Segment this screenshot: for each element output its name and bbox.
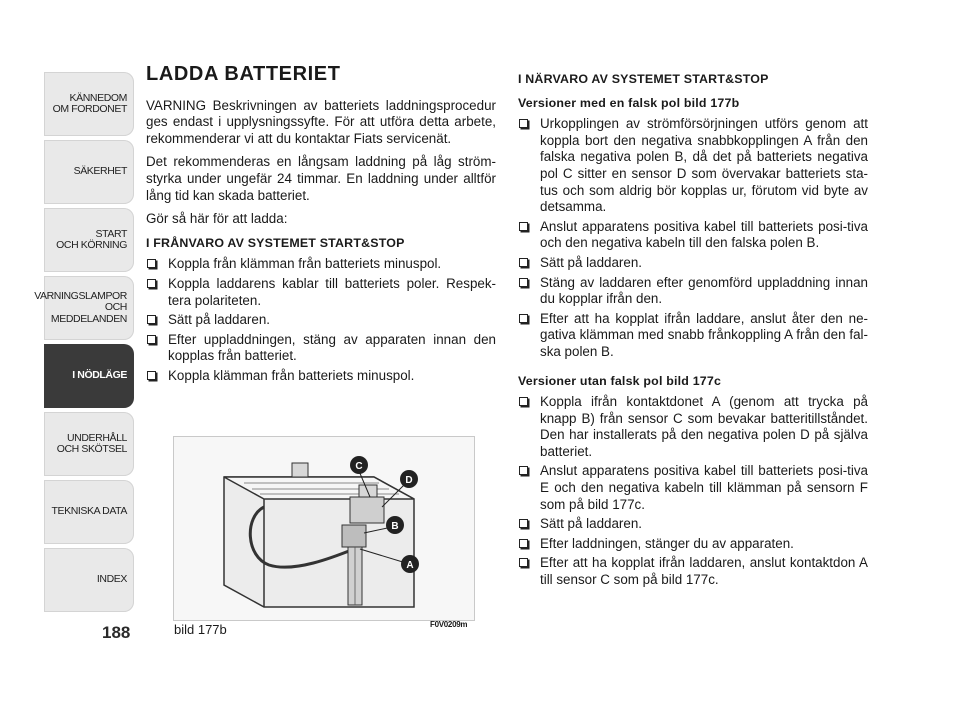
list-item: Koppla från klämman från batteriets minuspol. [146,256,496,273]
list-item: Anslut apparatens positiva kabel till batteriets posi-tiva E och den negativa kabeln till klämman på sensorn F som på bild 177c. [518,463,868,513]
false-pole-list [518,116,868,360]
callout-a-marker [401,555,419,573]
list-item: Efter att ha kopplat ifrån laddaren, anslut kontaktdon A till sensor C som på bild 177c. [518,555,868,588]
recommendation-paragraph: Det rekommenderas en långsam laddning på låg ström-styrka under ungefär 24 timmar. En laddning under alltför lång tid kan skada batteriet. [146,154,496,203]
left-column [146,63,496,388]
callout-c: C [355,461,363,472]
list-item: Efter laddningen, stänger du av apparaten. [518,536,868,553]
page-number: 188 [102,623,131,642]
list-item: Anslut apparatens positiva kabel till batteriets posi-tiva och den negativa kabeln till den falska polen B. [518,219,868,252]
list-item: Sätt på laddaren. [518,255,868,272]
sidebar-tab-underhall[interactable]: UNDERHÅLL OCH SKÖTSEL [44,412,134,476]
sidebar-tab-start[interactable]: START OCH KÖRNING [44,208,134,272]
subsection-title-no-false-pole: Versioner utan falsk pol bild 177c [518,373,722,388]
list-item: Urkopplingen av strömförsörjningen utförs genom att koppla bort den negativa snabbkopplingen A från den falska negativa polen B, då det på batteriets negativa pol C sitter en sensor D som övervakar batteriets sta-tus och som aldrig bör kopplas ur, förutom vid byte av detsamma. [518,116,868,216]
list-item: Sätt på laddaren. [146,312,496,329]
callout-a: A [406,560,414,571]
section-title-with-startstop: I NÄRVARO AV SYSTEMET START&STOP [518,72,769,86]
without-startstop-list [146,256,496,384]
no-false-pole-list [518,394,868,589]
sidebar-tab-varningslampor[interactable]: VARNINGSLAMPOR OCH MEDDELANDEN [44,276,134,340]
callout-c-marker [350,456,368,474]
instruction-paragraph: Gör så här för att ladda: [146,211,288,227]
callout-d: D [405,475,413,486]
page-title: LADDA BATTERIET [146,63,341,85]
sidebar-tab-i-nodlage[interactable]: I NÖDLÄGE [44,344,134,408]
list-item: Efter att ha kopplat ifrån laddare, anslut åter den ne-gativa klämman med snabb frånkoppling A från den fal-ska polen B. [518,311,868,361]
list-item: Sätt på laddaren. [518,516,868,533]
sidebar-tab-tekniska-data[interactable]: TEKNISKA DATA [44,480,134,544]
list-item: Koppla klämman från batteriets minuspol. [146,368,496,385]
figure-code: F0V0209m [430,620,468,629]
callout-b: B [391,521,399,532]
callout-d-marker [400,470,418,488]
sidebar-tab-kannedom[interactable]: KÄNNEDOM OM FORDONET [44,72,134,136]
list-item: Koppla laddarens kablar till batteriets poler. Respek-tera polariteten. [146,276,496,309]
warning-paragraph: VARNING Beskrivningen av batteriets laddningsprocedur ges endast i upplysningssyfte. För att utföra detta arbete, rekommenderar vi att du kontaktar Fiats servicenät. [146,97,496,146]
list-item: Efter uppladdningen, stäng av apparaten innan den kopplas från batteriet. [146,332,496,365]
list-item: Stäng av laddaren efter genomförd uppladdning innan du kopplar ifrån den. [518,275,868,308]
sidebar-tab-index[interactable]: INDEX [44,548,134,612]
section-title-without-startstop: I FRÅNVARO AV SYSTEMET START&STOP [146,235,405,250]
sidebar-tab-sakerhet[interactable]: SÄKERHET [44,140,134,204]
callout-b-marker [386,516,404,534]
right-column [518,71,868,592]
figure-caption: bild 177b [174,622,227,637]
list-item: Koppla ifrån kontaktdonet A (genom att trycka på knapp B) från sensor C som bevakar batteritillståndet. Den har installerats på den negativa polen D på själva batteriet. [518,394,868,460]
battery-illustration [174,437,474,620]
battery-figure [173,436,475,621]
subsection-title-false-pole: Versioner med en falsk pol bild 177b [518,95,740,110]
